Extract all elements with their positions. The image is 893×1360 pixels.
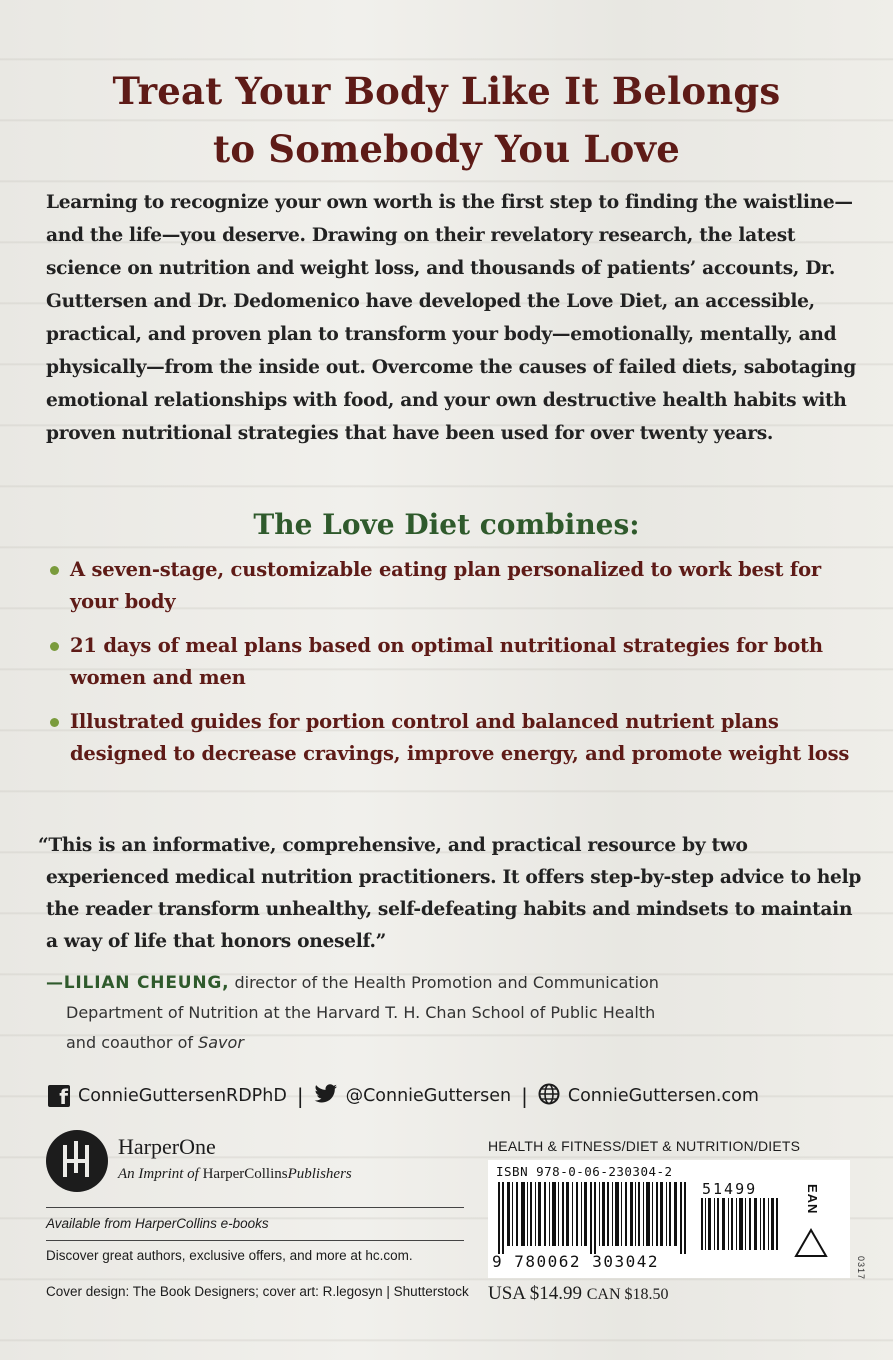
divider bbox=[46, 1207, 464, 1208]
barcode-addon-digits: 51499 bbox=[702, 1180, 758, 1198]
list-item-text: Illustrated guides for portion control and balanced nutrient plans designed to decrease cravings, improve energy, and promote weight loss bbox=[70, 710, 850, 765]
barcode-panel bbox=[488, 1160, 850, 1278]
imprint-suffix: Publishers bbox=[287, 1166, 352, 1182]
ean-label: EAN bbox=[805, 1184, 820, 1215]
bullet-dot-icon bbox=[50, 718, 59, 727]
facebook-icon: f bbox=[48, 1085, 70, 1107]
twitter-icon bbox=[314, 1084, 338, 1109]
website-url: ConnieGuttersen.com bbox=[567, 1086, 759, 1106]
price-can: CAN $18.50 bbox=[586, 1286, 669, 1303]
combines-title: The Love Diet combines: bbox=[253, 508, 640, 541]
list-item bbox=[46, 554, 856, 618]
harperone-logo-icon bbox=[46, 1130, 108, 1192]
attribution-role-line-2: Department of Nutrition at the Harvard T. H. Chan School of Public Health bbox=[66, 1003, 656, 1022]
bullet-dot-icon bbox=[50, 566, 59, 575]
barcode-addon-icon bbox=[700, 1198, 780, 1250]
twitter-handle: @ConnieGuttersen bbox=[345, 1086, 512, 1106]
imprint-house: HarperCollins bbox=[202, 1166, 288, 1182]
isbn-number: ISBN 978-0-06-230304-2 bbox=[496, 1164, 673, 1179]
list-item-text: A seven-stage, customizable eating plan personalized to work best for your body bbox=[70, 558, 821, 613]
list-item-text: 21 days of meal plans based on optimal nutritional strategies for both women and men bbox=[70, 634, 823, 689]
cover-credits: Cover design: The Book Designers; cover art: R.legosyn | Shutterstock bbox=[46, 1284, 469, 1299]
bisac-category: HEALTH & FITNESS/DIET & NUTRITION/DIETS bbox=[488, 1138, 801, 1154]
combines-list bbox=[46, 554, 856, 782]
attribution-name: —LILIAN CHEUNG, bbox=[46, 973, 230, 993]
quote-attribution bbox=[46, 968, 846, 1058]
price-label bbox=[488, 1283, 669, 1305]
attribution-role-line-3 bbox=[46, 1028, 846, 1058]
headline-line-1: Treat Your Body Like It Belongs bbox=[112, 69, 781, 113]
publisher-name: HarperOne bbox=[118, 1134, 216, 1159]
barcode-main-icon bbox=[496, 1182, 696, 1254]
intro-paragraph: Learning to recognize your own worth is the first step to finding the waistline—and the life—you deserve. Drawing on their revelatory research, the latest science on nutrition and weight loss, and thousands of patients’ accounts, Dr. Guttersen and Dr. Dedomenico have developed the Love Diet, an accessible, practical, and proven plan to transform your body—emotionally, mentally, and physically—from the inside out. Overcome the causes of failed diets, sabotaging emotional relationships with food, and your own destructive health habits with proven nutritional strategies that have been used for over twenty years. bbox=[46, 192, 856, 444]
publisher-imprint bbox=[118, 1166, 352, 1183]
separator: | bbox=[296, 1084, 304, 1108]
social-links bbox=[48, 1080, 868, 1112]
headline bbox=[40, 62, 853, 178]
imprint-prefix: An Imprint of bbox=[118, 1166, 203, 1182]
attribution-coauthor-prefix: and coauthor of bbox=[66, 1033, 199, 1052]
attribution-role: director of the Health Promotion and Communication bbox=[229, 973, 659, 992]
bullet-dot-icon bbox=[50, 642, 59, 651]
triangle-icon bbox=[794, 1228, 828, 1258]
price-usa: USA $14.99 bbox=[488, 1283, 582, 1304]
list-item bbox=[46, 706, 856, 770]
ebook-availability: Available from HarperCollins e-books bbox=[46, 1216, 269, 1231]
print-code: 0317 bbox=[856, 1256, 866, 1281]
separator: | bbox=[521, 1084, 528, 1108]
facebook-handle: ConnieGuttersenRDPhD bbox=[78, 1086, 287, 1106]
discover-note: Discover great authors, exclusive offers, and more at hc.com. bbox=[46, 1248, 413, 1263]
attribution-book-title: Savor bbox=[198, 1033, 244, 1052]
quote-text: “This is an informative, comprehensive, and practical resource by two experienced medical nutrition practitioners. It offers step-by-step advice to help the reader transform unhealthy, self-defeating habits and mindsets to maintain a way of life that honors oneself.” bbox=[38, 835, 862, 952]
divider bbox=[46, 1240, 464, 1241]
endorsement-quote bbox=[38, 830, 868, 958]
barcode-digits: 9 780062 303042 bbox=[492, 1252, 659, 1271]
globe-icon bbox=[538, 1083, 560, 1110]
list-item bbox=[46, 630, 856, 694]
headline-line-2: to Somebody You Love bbox=[213, 127, 680, 171]
